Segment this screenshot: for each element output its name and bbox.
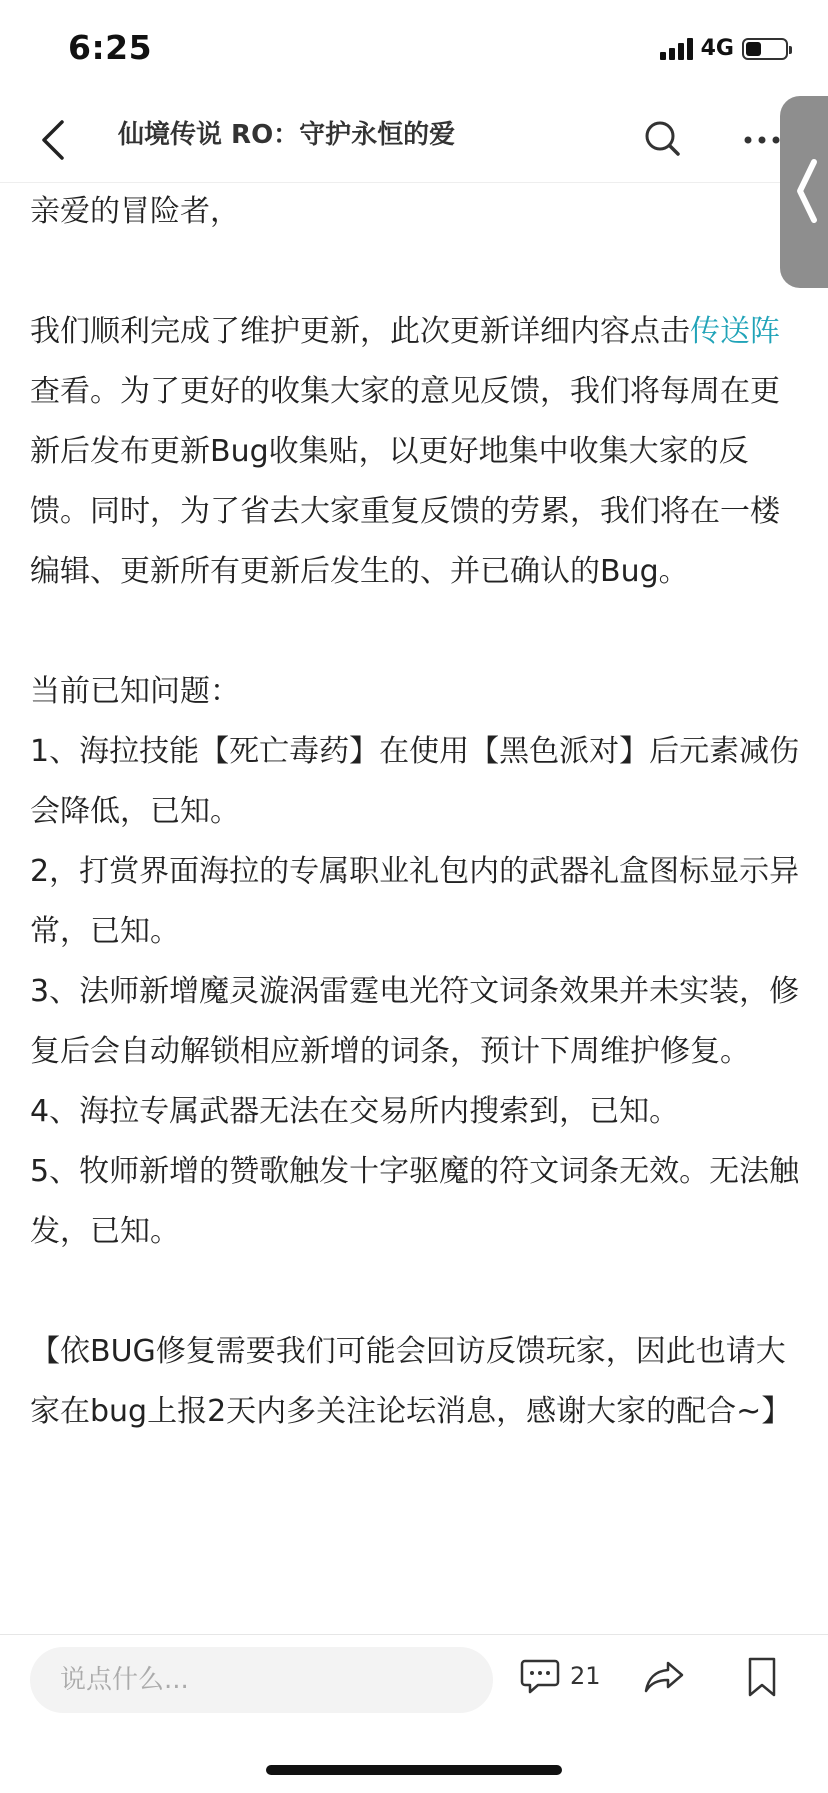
chevron-left-icon bbox=[34, 114, 74, 164]
issue-item: 1、海拉技能【死亡毒药】在使用【黑色派对】后元素减伤会降低，已知。 bbox=[30, 734, 800, 829]
intro-text-after: 查看。为了更好的收集大家的意见反馈，我们将每周在更新后发布更新Bug收集贴，以更好地集中收集大家的反馈。同时，为了省去大家重复反馈的劳累，我们将在一楼编辑、更新所有更新后发生的、并已确认的Bug。 bbox=[30, 374, 780, 589]
closing-note: 【依BUG修复需要我们可能会回访反馈玩家，因此也请大家在bug上报2天内多关注论坛消息，感谢大家的配合~】 bbox=[30, 1334, 792, 1429]
teleport-link[interactable]: 传送阵 bbox=[690, 314, 780, 349]
page-title: 仙境传说 RO：守护永恒的爱 bbox=[118, 120, 456, 150]
share-icon bbox=[642, 1655, 686, 1699]
battery-icon bbox=[742, 38, 788, 60]
search-icon bbox=[640, 116, 686, 162]
intro-text-before: 我们顺利完成了维护更新，此次更新详细内容点击 bbox=[30, 314, 690, 349]
comment-count: 21 bbox=[570, 1662, 601, 1690]
home-indicator bbox=[266, 1765, 562, 1775]
status-bar bbox=[0, 0, 828, 96]
back-button[interactable] bbox=[34, 114, 74, 164]
post-intro bbox=[30, 302, 802, 602]
search-button[interactable] bbox=[640, 116, 686, 162]
status-time: 6:25 bbox=[68, 28, 153, 67]
network-label: 4G bbox=[700, 36, 734, 61]
bookmark-icon bbox=[742, 1655, 782, 1699]
share-button[interactable] bbox=[642, 1655, 686, 1703]
post-greeting: 亲爱的冒险者， bbox=[30, 194, 240, 229]
bottom-action-bar bbox=[0, 1634, 828, 1793]
bookmark-button[interactable] bbox=[742, 1655, 782, 1703]
signal-icon bbox=[660, 38, 693, 60]
issue-item: 2，打赏界面海拉的专属职业礼包内的武器礼盒图标显示异常，已知。 bbox=[30, 854, 800, 949]
issue-item: 5、牧师新增的赞歌触发十字驱魔的符文词条无效。无法触发，已知。 bbox=[30, 1154, 800, 1249]
post-body bbox=[30, 182, 802, 1442]
comment-input[interactable] bbox=[30, 1647, 493, 1713]
known-issues-heading: 当前已知问题： bbox=[30, 674, 240, 709]
issue-item: 4、海拉专属武器无法在交易所内搜索到，已知。 bbox=[30, 1094, 680, 1129]
comment-icon bbox=[520, 1657, 560, 1695]
battery-fill bbox=[746, 42, 761, 56]
nav-bar bbox=[0, 96, 828, 183]
issue-item: 3、法师新增魔灵漩涡雷霆电光符文词条效果并未实装，修复后会自动解锁相应新增的词条，预计下周维护修复。 bbox=[30, 974, 800, 1069]
comment-button[interactable] bbox=[520, 1657, 601, 1695]
status-indicators bbox=[660, 36, 788, 61]
